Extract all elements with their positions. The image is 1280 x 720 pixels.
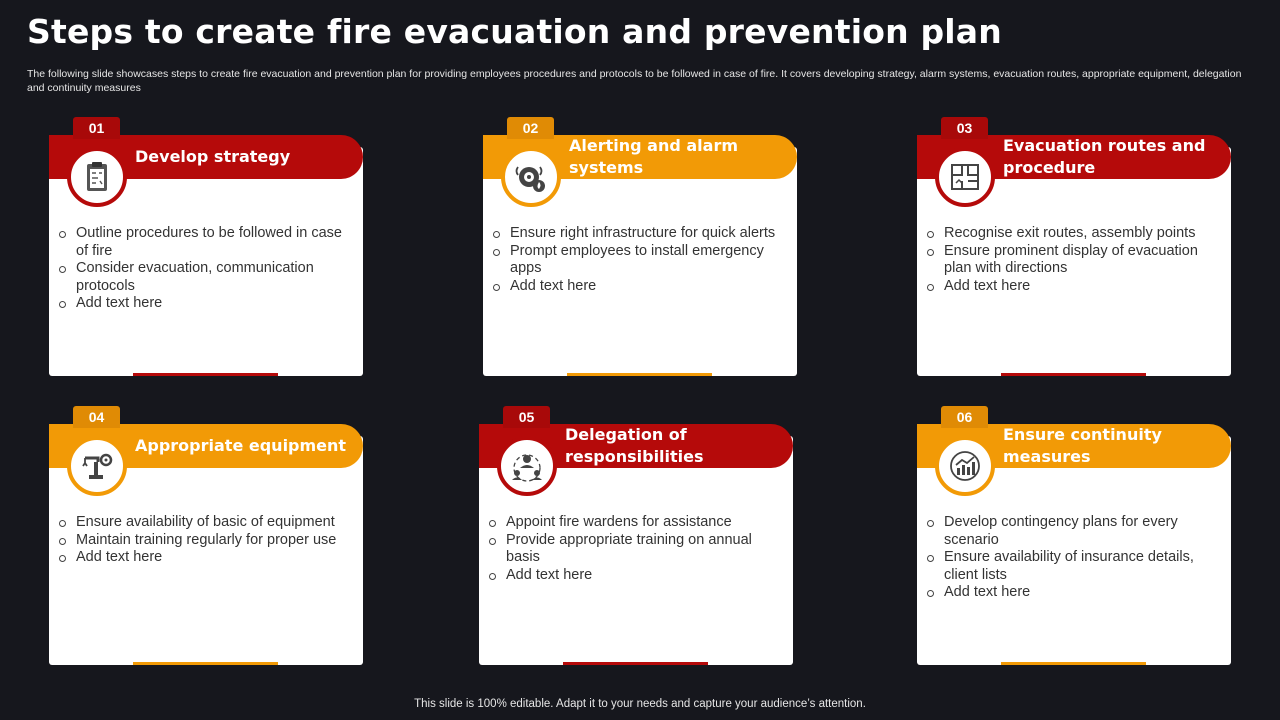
step-card-01 [49,117,363,376]
floor-plan-icon [935,147,995,207]
alarm-icon [501,147,561,207]
bullet-list [927,514,1217,602]
card-title: Delegation of responsibilities [565,425,704,466]
list-item: Provide appropriate training on annual basis [489,532,779,567]
card-accent-line [567,373,712,376]
card-accent-line [1001,373,1146,376]
slide-subtitle: The following slide showcases steps to create fire evacuation and prevention plan for providing employees procedures and protocols to be followed in case of fire. It covers developing strategy, alarm systems, evacuation routes, appropriate equipment, delegation and continuity measures [27,68,1242,94]
list-item: Add text here [489,567,779,585]
list-item: Ensure availability of insurance details, client lists [927,549,1217,584]
list-item: Outline procedures to be followed in case of fire [59,225,349,260]
bullet-list [927,225,1217,295]
bullet-list [59,514,349,567]
card-title: Develop strategy [135,147,291,166]
card-title: Appropriate equipment [135,436,347,455]
list-item: Add text here [59,549,349,567]
step-number: 04 [73,406,120,428]
list-item: Add text here [493,278,783,296]
step-number: 03 [941,117,988,139]
list-item: Maintain training regularly for proper use [59,532,349,550]
slide-footer: This slide is 100% editable. Adapt it to your needs and capture your audience’s attention. [414,698,866,710]
card-accent-line [1001,662,1146,665]
step-card-06 [917,406,1231,665]
card-accent-line [133,373,278,376]
list-item: Prompt employees to install emergency apps [493,243,783,278]
step-card-02 [483,117,797,376]
card-accent-line [133,662,278,665]
slide-title: Steps to create fire evacuation and prevention plan [27,12,1002,51]
list-item: Appoint fire wardens for assistance [489,514,779,532]
list-item: Develop contingency plans for every scenario [927,514,1217,549]
robotic-arm-icon [67,436,127,496]
list-item: Ensure prominent display of evacuation plan with directions [927,243,1217,278]
clipboard-icon [67,147,127,207]
list-item: Ensure availability of basic of equipment [59,514,349,532]
step-number: 02 [507,117,554,139]
list-item: Consider evacuation, communication protocols [59,260,349,295]
step-number: 06 [941,406,988,428]
card-title: Ensure continuity measures [1003,425,1162,466]
list-item: Add text here [59,295,349,313]
step-card-04 [49,406,363,665]
step-card-05 [479,406,793,665]
list-item: Recognise exit routes, assembly points [927,225,1217,243]
list-item: Add text here [927,584,1217,602]
card-title: Evacuation routes and procedure [1003,136,1206,177]
bullet-list [489,514,779,584]
step-number: 05 [503,406,550,428]
list-item: Ensure right infrastructure for quick alerts [493,225,783,243]
team-icon [497,436,557,496]
step-number: 01 [73,117,120,139]
bullet-list [59,225,349,313]
growth-chart-icon [935,436,995,496]
card-title: Alerting and alarm systems [569,136,739,177]
bullet-list [493,225,783,295]
card-accent-line [563,662,708,665]
step-card-03 [917,117,1231,376]
list-item: Add text here [927,278,1217,296]
